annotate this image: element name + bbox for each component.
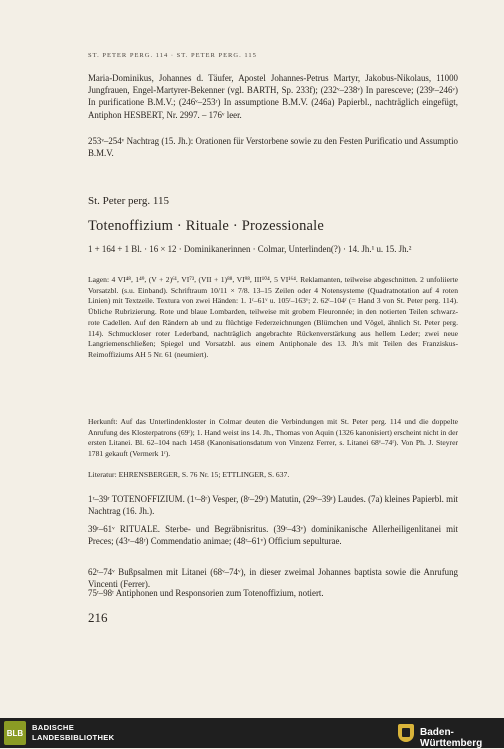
content-item: 75ʳ–98ʳ Antiphonen und Responsorien zum Totenoffizium, notiert. [88,588,324,598]
physical-summary: 1 + 164 + 1 Bl. · 16 × 12 · Dominikanerinnen · Colmar, Unterlinden(?) · 14. Jh.¹ u. 15. Jh.² [88,244,412,254]
content-item: 39ʳ–61ᵛ RITUALE. Sterbe- und Begräbnisritus. (39ʳ–43ᵛ) dominikanische Allerheiligenlitanei mit Preces; (43ᵛ–48ʳ) Commendatio animae; (48ʳ–61ᵛ) Officium sepulturae. [88,524,458,547]
blb-name-line2: LANDESBIBLIOTHEK [32,733,115,742]
lagen-description: Lagen: 4 VI⁴⁸, 1⁴⁹, (V + 2)⁶¹, VI⁷³, (VII + 1)⁸⁸, VI⁹⁸, III¹⁰⁴, 5 VI¹⁶⁴. Reklamanten, teilweise abgeschnitten. 2 unfoliierte Vorsatzbl. (s.u. Einband). Schriftraum 10/11 × 7/8. 13–15 Zeilen oder 4 Notensysteme (Quadratnotation auf 4 roten Linien) mit Textzeile. Textura von zwei Händen: 1. 1ʳ–61ᵛ u. 105ʳ–163ᵛ; 2. 62ʳ–104ʳ (= Hand 3 von St. Peter perg. 114). Übliche Rubrizierung. Rote und blaue Lombarden, teilweise mit grobem Fleuronnée; in den notierten Teilen schwarz-rote Cadellen. Auf den Rändern ab und zu flüchtige Federzeichnungen (Blümchen und Vögel, ähnlich St. Peter perg. 114). Schmuckloser roter Lederband, nachträglich angebrachte Rückenverstärkung aus hellem Leder; zwei neue Langriemenschließen; Spiegel und Vorsatzbl. aus einem Antiphonale des 13. Jh's mit Teilen des Franziskus-Reimoffiziums AH 5 Nr. 61 (neumiert). [88,275,458,359]
footer-bar [0,718,504,748]
herkunft-description: Herkunft: Auf das Unterlindenkloster in Colmar deuten die Verbindungen mit St. Peter perg. 114 und die doppelte Anrufung des Klosterpatrons (69ʳ); 1. Hand weist ins 14. Jh., Thomas von Aquin (1326 kanonisiert) erscheint nicht in der ersten Litanei. Bl. 62–104 nach 1458 (Kanonisationsdatum von Vinzenz Ferrer, s. Litanei 68ᵛ–74ʳ). Von Ph. J. Steyrer 1781 gekauft (Vermerk 1ʳ). [88,417,458,459]
entry-title: Totenoffizium · Rituale · Prozessionale [88,218,325,234]
content-item: 1ʳ–39ʳ TOTENOFFIZIUM. (1ʳ–8ʳ) Vesper, (8ʳ–29ʳ) Matutin, (29ᵛ–39ʳ) Laudes. (7a) kleines Papierbl. mit Nachtrag (16. Jh.). [88,494,458,517]
running-head: ST. PETER PERG. 114 · ST. PETER PERG. 115 [88,52,257,59]
baden-wuerttemberg-label[interactable]: Baden-Württemberg [420,727,483,749]
baden-wuerttemberg-crest-icon[interactable] [398,724,414,742]
blb-name[interactable] [32,723,114,743]
page-number: 216 [88,610,108,625]
continuation-paragraph: Maria-Dominikus, Johannes d. Täufer, Apostel Johannes-Petrus Martyr, Jakobus-Nikolaus, 11000 Jungfrauen, Engel-Martyrer-Bekenner (vgl. BARTH, Sp. 233f); (232ᵛ–238ᵛ) In paresceve; (239ʳ–246ᵛ) In purificatione B.M.V.; (246ᵛ–253ʳ) In assumptione B.M.V. (246a) Papierbl., nachträglich eingefügt, Antiphon HESBERT, Nr. 2997. – 176ᵛ leer. [88,73,458,120]
blb-logo-icon[interactable]: BLB [4,721,26,745]
content-item: 62ʳ–74ᵛ Bußpsalmen mit Litanei (68ᵛ–74ᵛ), in dieser zweimal Johannes baptista sowie die Anrufung Vincenti (Ferrer). [88,567,458,590]
literatur-line: Literatur: EHRENSBERGER, S. 76 Nr. 15; ETTLINGER, S. 637. [88,470,290,479]
shelfmark: St. Peter perg. 115 [88,195,169,207]
nachtrag-paragraph: 253ᵛ–254ᵛ Nachtrag (15. Jh.): Orationen für Verstorbene sowie zu den Festen Purificatio und Assumptio B.M.V. [88,136,458,159]
blb-name-line1: BADISCHE [32,723,75,732]
